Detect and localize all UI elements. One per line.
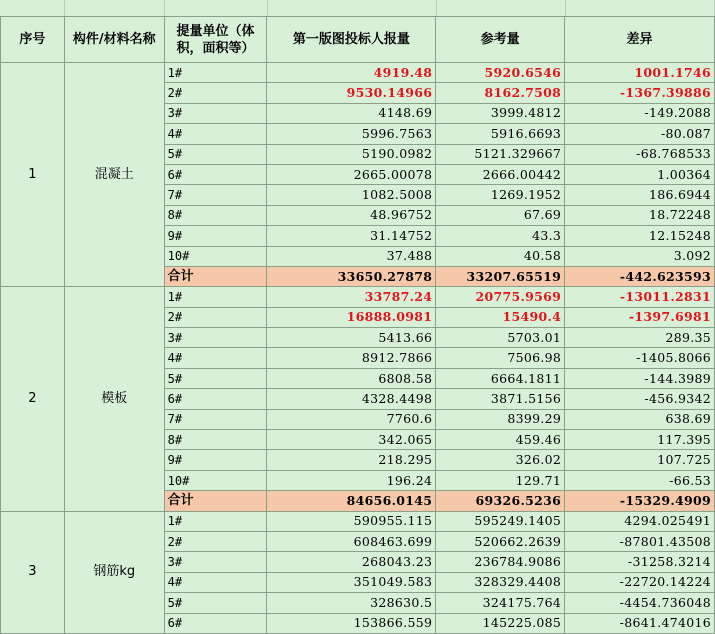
reference-cell[interactable]: 8399.29 — [436, 409, 565, 429]
header-seq[interactable]: 序号 — [1, 17, 65, 63]
first-bid-cell[interactable]: 16888.0981 — [267, 307, 436, 327]
reference-cell[interactable]: 324175.764 — [436, 593, 565, 613]
unit-cell[interactable]: 6# — [164, 164, 267, 184]
unit-cell[interactable]: 8# — [164, 205, 267, 225]
first-bid-cell[interactable]: 4328.4498 — [267, 389, 436, 409]
reference-cell[interactable]: 7506.98 — [436, 348, 565, 368]
first-bid-cell[interactable]: 5190.0982 — [267, 144, 436, 164]
reference-cell[interactable]: 459.46 — [436, 430, 565, 450]
difference-cell[interactable]: 3.092 — [565, 246, 715, 266]
difference-cell[interactable]: 1.00364 — [565, 164, 715, 184]
difference-cell[interactable]: -1397.6981 — [565, 307, 715, 327]
unit-cell[interactable]: 7# — [164, 409, 267, 429]
first-bid-cell[interactable]: 9530.14966 — [267, 83, 436, 103]
group-name-cell[interactable]: 混凝土 — [64, 63, 164, 287]
unit-cell[interactable]: 2# — [164, 307, 267, 327]
reference-cell[interactable]: 40.58 — [436, 246, 565, 266]
unit-cell[interactable]: 4# — [164, 572, 267, 592]
top-grid-row — [0, 0, 715, 16]
difference-cell[interactable]: 12.15248 — [565, 226, 715, 246]
table-row — [1, 511, 715, 531]
group-seq-cell[interactable]: 2 — [1, 287, 65, 511]
reference-cell[interactable]: 145225.085 — [436, 613, 565, 633]
first-bid-cell[interactable]: 351049.583 — [267, 572, 436, 592]
reference-cell[interactable]: 33207.65519 — [436, 266, 565, 286]
reference-cell[interactable]: 595249.1405 — [436, 511, 565, 531]
table-row — [1, 287, 715, 307]
difference-cell[interactable]: 1001.1746 — [565, 63, 715, 83]
reference-cell[interactable]: 5121.329667 — [436, 144, 565, 164]
difference-cell[interactable]: 4294.025491 — [565, 511, 715, 531]
difference-cell[interactable]: -80.087 — [565, 124, 715, 144]
difference-cell[interactable]: -22720.14224 — [565, 572, 715, 592]
first-bid-cell[interactable]: 1082.5008 — [267, 185, 436, 205]
first-bid-cell[interactable]: 608463.699 — [267, 531, 436, 551]
first-bid-cell[interactable]: 196.24 — [267, 470, 436, 490]
group-name-cell[interactable]: 钢筋kg — [64, 511, 164, 633]
reference-cell[interactable]: 43.3 — [436, 226, 565, 246]
reference-cell[interactable]: 328329.4408 — [436, 572, 565, 592]
reference-cell[interactable]: 5703.01 — [436, 328, 565, 348]
difference-cell[interactable]: 289.35 — [565, 328, 715, 348]
table-row — [1, 63, 715, 83]
reference-cell[interactable]: 5920.6546 — [436, 63, 565, 83]
reference-cell[interactable]: 3999.4812 — [436, 103, 565, 123]
unit-cell[interactable]: 9# — [164, 226, 267, 246]
difference-cell[interactable]: 117.395 — [565, 430, 715, 450]
group-seq-cell[interactable]: 3 — [1, 511, 65, 633]
first-bid-cell[interactable]: 7760.6 — [267, 409, 436, 429]
difference-cell[interactable]: -31258.3214 — [565, 552, 715, 572]
unit-cell[interactable]: 1# — [164, 287, 267, 307]
reference-cell[interactable]: 3871.5156 — [436, 389, 565, 409]
difference-cell[interactable]: -13011.2831 — [565, 287, 715, 307]
reference-cell[interactable]: 236784.9086 — [436, 552, 565, 572]
first-bid-cell[interactable]: 8912.7866 — [267, 348, 436, 368]
difference-cell[interactable]: -1367.39886 — [565, 83, 715, 103]
unit-cell[interactable]: 6# — [164, 389, 267, 409]
reference-cell[interactable]: 67.69 — [436, 205, 565, 225]
difference-cell[interactable]: 638.69 — [565, 409, 715, 429]
unit-cell[interactable]: 10# — [164, 246, 267, 266]
unit-cell[interactable]: 合计 — [164, 266, 267, 286]
difference-cell[interactable]: -149.2088 — [565, 103, 715, 123]
unit-cell[interactable]: 10# — [164, 470, 267, 490]
first-bid-cell[interactable]: 31.14752 — [267, 226, 436, 246]
first-bid-cell[interactable]: 48.96752 — [267, 205, 436, 225]
difference-cell[interactable]: 18.72248 — [565, 205, 715, 225]
header-difference[interactable]: 差异 — [565, 17, 715, 63]
reference-cell[interactable]: 6664.1811 — [436, 368, 565, 388]
unit-cell[interactable]: 8# — [164, 430, 267, 450]
first-bid-cell[interactable]: 4919.48 — [267, 63, 436, 83]
difference-cell[interactable]: -8641.474016 — [565, 613, 715, 633]
first-bid-cell[interactable]: 218.295 — [267, 450, 436, 470]
first-bid-cell[interactable]: 342.065 — [267, 430, 436, 450]
unit-cell[interactable]: 4# — [164, 348, 267, 368]
reference-cell[interactable]: 15490.4 — [436, 307, 565, 327]
header-unit[interactable]: 提量单位（体积，面积等） — [164, 17, 267, 63]
difference-cell[interactable]: -1405.8066 — [565, 348, 715, 368]
difference-cell[interactable]: -68.768533 — [565, 144, 715, 164]
header-reference[interactable]: 参考量 — [436, 17, 565, 63]
first-bid-cell[interactable]: 4148.69 — [267, 103, 436, 123]
first-bid-cell[interactable]: 33787.24 — [267, 287, 436, 307]
difference-cell[interactable]: 107.725 — [565, 450, 715, 470]
reference-cell[interactable]: 129.71 — [436, 470, 565, 490]
group-name-cell[interactable]: 模板 — [64, 287, 164, 511]
unit-cell[interactable]: 1# — [164, 63, 267, 83]
group-seq-cell[interactable]: 1 — [1, 63, 65, 287]
first-bid-cell[interactable]: 33650.27878 — [267, 266, 436, 286]
first-bid-cell[interactable]: 5413.66 — [267, 328, 436, 348]
reference-cell[interactable]: 520662.2639 — [436, 531, 565, 551]
first-bid-cell[interactable]: 2665.00078 — [267, 164, 436, 184]
first-bid-cell[interactable]: 84656.0145 — [267, 491, 436, 511]
unit-cell[interactable]: 3# — [164, 328, 267, 348]
first-bid-cell[interactable]: 590955.115 — [267, 511, 436, 531]
unit-cell[interactable]: 3# — [164, 552, 267, 572]
first-bid-cell[interactable]: 6808.58 — [267, 368, 436, 388]
unit-cell[interactable]: 5# — [164, 368, 267, 388]
unit-cell[interactable]: 1# — [164, 511, 267, 531]
header-row — [1, 17, 715, 63]
first-bid-cell[interactable]: 153866.559 — [267, 613, 436, 633]
header-first-bid[interactable]: 第一版图投标人报量 — [267, 17, 436, 63]
first-bid-cell[interactable]: 5996.7563 — [267, 124, 436, 144]
unit-cell[interactable]: 9# — [164, 450, 267, 470]
first-bid-cell[interactable]: 37.488 — [267, 246, 436, 266]
unit-cell[interactable]: 3# — [164, 103, 267, 123]
reference-cell[interactable]: 20775.9569 — [436, 287, 565, 307]
unit-cell[interactable]: 6# — [164, 613, 267, 633]
unit-cell[interactable]: 2# — [164, 83, 267, 103]
reference-cell[interactable]: 69326.5236 — [436, 491, 565, 511]
first-bid-cell[interactable]: 328630.5 — [267, 593, 436, 613]
unit-cell[interactable]: 5# — [164, 144, 267, 164]
unit-cell[interactable]: 5# — [164, 593, 267, 613]
unit-cell[interactable]: 4# — [164, 124, 267, 144]
unit-cell[interactable]: 7# — [164, 185, 267, 205]
difference-cell[interactable]: -456.9342 — [565, 389, 715, 409]
difference-cell[interactable]: 186.6944 — [565, 185, 715, 205]
reference-cell[interactable]: 8162.7508 — [436, 83, 565, 103]
difference-cell[interactable]: -442.623593 — [565, 266, 715, 286]
comparison-table — [0, 16, 715, 634]
difference-cell[interactable]: -87801.43508 — [565, 531, 715, 551]
first-bid-cell[interactable]: 268043.23 — [267, 552, 436, 572]
reference-cell[interactable]: 5916.6693 — [436, 124, 565, 144]
header-name[interactable]: 构件/材料名称 — [64, 17, 164, 63]
reference-cell[interactable]: 1269.1952 — [436, 185, 565, 205]
difference-cell[interactable]: -15329.4909 — [565, 491, 715, 511]
reference-cell[interactable]: 326.02 — [436, 450, 565, 470]
reference-cell[interactable]: 2666.00442 — [436, 164, 565, 184]
unit-cell[interactable]: 2# — [164, 531, 267, 551]
difference-cell[interactable]: -66.53 — [565, 470, 715, 490]
unit-cell[interactable]: 合计 — [164, 491, 267, 511]
difference-cell[interactable]: -144.3989 — [565, 368, 715, 388]
difference-cell[interactable]: -4454.736048 — [565, 593, 715, 613]
